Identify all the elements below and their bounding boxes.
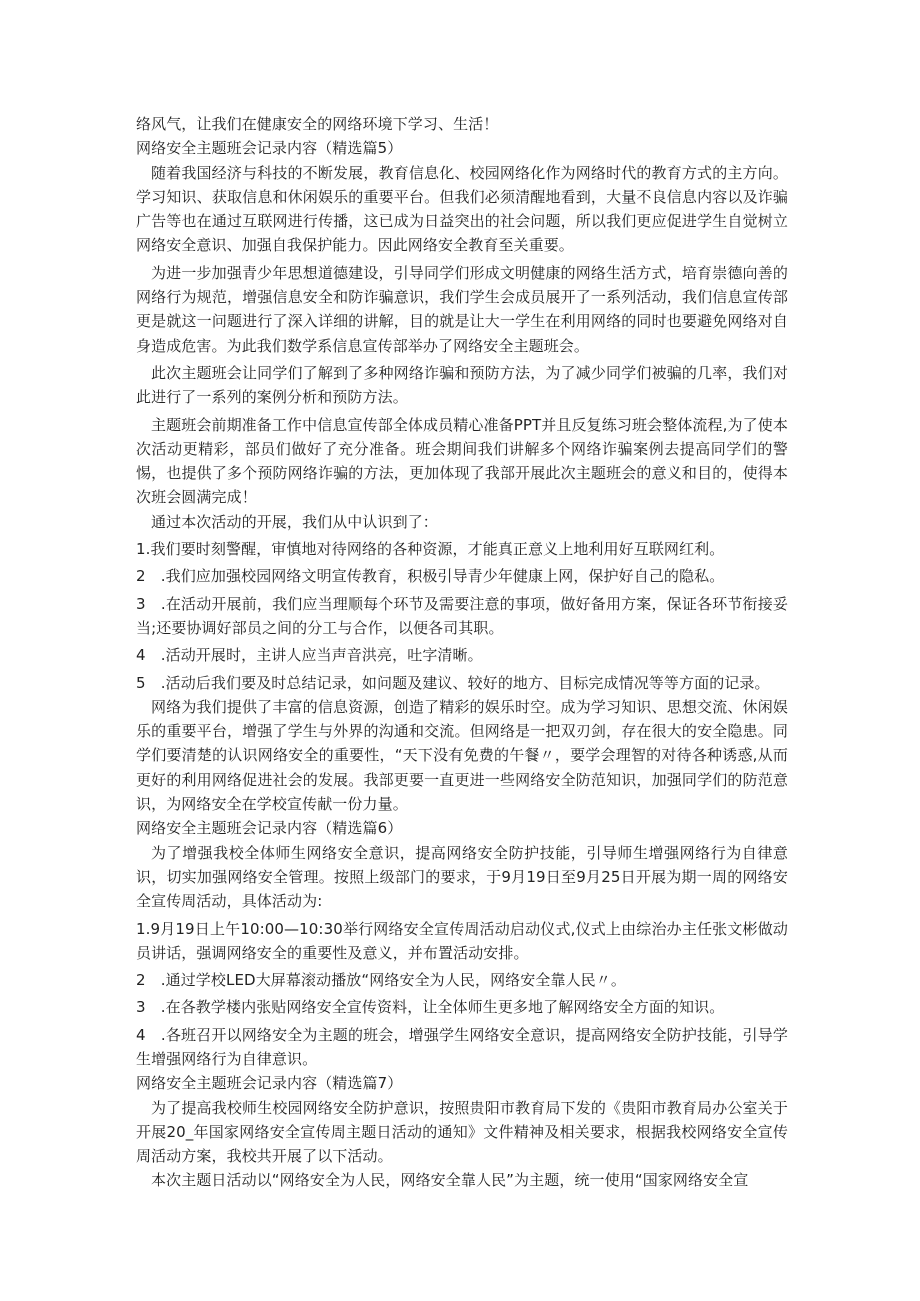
paragraph-continuation: 络风气，让我们在健康安全的网络环境下学习、生活！: [136, 115, 499, 133]
paragraph: 本次主题日活动以“网络安全为人民，网络安全靠人民”为主题，统一使用“国家网络安全宣: [151, 1171, 749, 1190]
section-heading-7: 网络安全主题班会记录内容（精选篇7）: [136, 1074, 403, 1093]
list-item: 2 .通过学校LED大屏幕滚动播放“网络安全为人民，网络安全靠人民〃。: [136, 971, 626, 990]
document-body: [136, 112, 788, 1193]
list-item: 1.我们要时刻警醒，审慎地对待网络的各种资源，才能真正意义上地利用好互联网红利。: [136, 540, 725, 559]
list-item: 2 .我们应加强校园网络文明宣传教育，积极引导青少年健康上网，保护好自己的隐私。: [136, 567, 725, 586]
list-item: 1.9月19日上午10:00—10:30举行网络安全宣传周活动启动仪式,仪式上由综治办主任张文彬做动员讲话，强调网络安全的重要性及意义，并布置活动安排。: [136, 919, 788, 962]
paragraph: 通过本次活动的开展，我们从中认识到了：: [151, 512, 438, 531]
list-item: 3 .在各教学楼内张贴网络安全宣传资料，让全体师生更多地了解网络安全方面的知识。: [136, 998, 725, 1017]
list-item: 4 .各班召开以网络安全为主题的班会，增强学生网络安全意识，提高网络安全防护技能，引导学生增强网络行为自律意识。: [136, 1025, 788, 1068]
list-item: 5 .活动后我们要及时总结记录，如问题及建议、较好的地方、目标完成情况等等方面的记录。: [136, 673, 770, 692]
section-heading-5: 网络安全主题班会记录内容（精选篇5）: [136, 139, 403, 158]
list-item: 3 .在活动开展前，我们应当理顺每个环节及需要注意的事项，做好备用方案，保证各环节衔接妥当;还要协调好部员之间的分工与合作，以便各司其职。: [136, 594, 788, 637]
paragraph: 网络为我们提供了丰富的信息资源，创造了精彩的娱乐时空。成为学习知识、思想交流、休闲娱乐的重要平台，增强了学生与外界的沟通和交流。但网络是一把双刃剑，存在很大的安全隐患。同学们要清楚的认识网络安全的重要性，“天下没有免费的午餐〃，要学会理智的对待各种诱惑,从而更好的利用网络促进社会的发展。我部更要一直更进一些网络安全防范知识，加强同学们的防范意识，为网络安全在学校宣传献一份力量。: [136, 697, 788, 814]
paragraph: 为了提高我校师生校园网络安全防护意识，按照贵阳市教育局下发的《贵阳市教育局办公室关于开展20_年国家网络安全宣传周主题日活动的通知》文件精神及相关要求，根据我校网络安全宣传周活动方案，我校共开展了以下活动。: [136, 1098, 788, 1166]
paragraph: 为了增强我校全体师生网络安全意识，提高网络安全防护技能，引导师生增强网络行为自律意识，切实加强网络安全管理。按照上级部门的要求，于9月19日至9月25日开展为期一周的网络安全宣传周活动，具体活动为:: [136, 843, 788, 911]
paragraph: 随着我国经济与科技的不断发展，教育信息化、校园网络化作为网络时代的教育方式的主方向。学习知识、获取信息和休闲娱乐的重要平台。但我们必须清醒地看到，大量不良信息内容以及诈骗广告等也在通过互联网进行传播，这已成为日益突出的社会问题，所以我们更应促进学生自觉树立网络安全意识、加强自我保护能力。因此网络安全教育至关重要。: [136, 163, 788, 255]
paragraph: 为进一步加强青少年思想道德建设，引导同学们形成文明健康的网络生活方式，培育崇德向善的网络行为规范，增强信息安全和防诈骗意识，我们学生会成员展开了一系列活动，我们信息宣传部更是就这一问题进行了深入详细的讲解，目的就是让大一学生在利用网络的同时也要避免网络对自身造成危害。为此我们数学系信息宣传部举办了网络安全主题班会。: [136, 263, 788, 355]
section-heading-6: 网络安全主题班会记录内容（精选篇6）: [136, 819, 403, 838]
paragraph: 此次主题班会让同学们了解到了多种网络诈骗和预防方法，为了减少同学们被骗的几率，我们对此进行了一系列的案例分析和预防方法。: [136, 363, 788, 407]
paragraph: 主题班会前期准备工作中信息宣传部全体成员精心准备PPT并且反复练习班会整体流程,为了使本次活动更精彩，部员们做好了充分准备。班会期间我们讲解多个网络诈骗案例去提高同学们的警惕，也提供了多个预防网络诈骗的方法，更加体现了我部开展此次主题班会的意义和目的，使得本次班会圆满完成！: [136, 415, 788, 507]
list-item: 4 .活动开展时，主讲人应当声音洪亮，吐字清晰。: [136, 646, 483, 665]
